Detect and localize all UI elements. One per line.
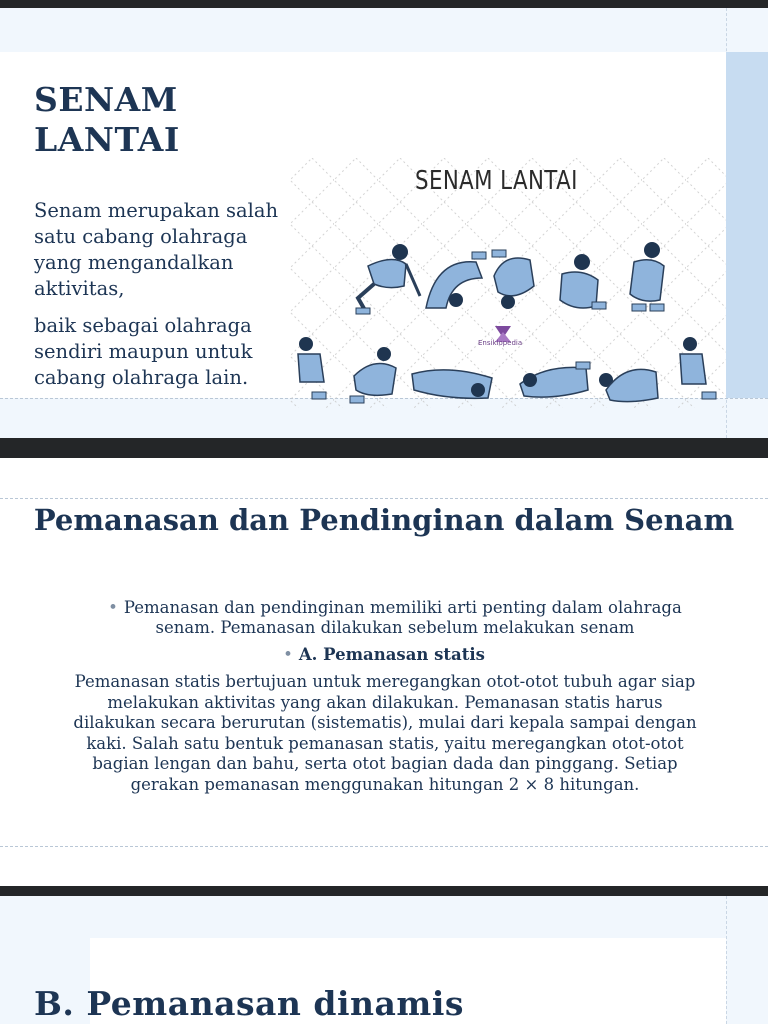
dashed-divider (0, 846, 768, 847)
slide-senam-lantai[interactable] (0, 8, 768, 438)
accent-sidebar (726, 52, 768, 398)
slide-pemanasan-dinamis[interactable] (0, 896, 768, 1024)
bullet-item (90, 598, 700, 638)
illustration-title: SENAM LANTAI (415, 166, 578, 196)
bullet-text: Pemanasan dan pendinginan memiliki arti penting dalam olahraga senam. Pemanasan dilakukan sebelum melakukan senam (123, 598, 682, 637)
slide-separator (0, 438, 768, 458)
slide-separator (0, 886, 768, 896)
guide-line (726, 896, 727, 1024)
dashed-divider (0, 498, 768, 499)
slide-title: SENAM LANTAI (34, 80, 180, 159)
slide-separator (0, 0, 768, 8)
body-paragraph: Pemanasan statis bertujuan untuk meregangkan otot-otot tubuh agar siap melakukan aktivitas yang akan dilakukan. Pemanasan statis harus dilakukan secara berurutan (sistematis), mulai dari kepala sampai dengan kaki. Salah satu bentuk pemanasan statis, yaitu meregangkan otot-otot bagian lengan dan bahu, serta otot bagian dada dan pinggang. Setiap gerakan pemanasan menggunakan hitungan 2 × 8 hitungan. (73, 672, 697, 794)
bullet-item (0, 645, 768, 665)
slide-heading: B. Pemanasan dinamis (34, 984, 464, 1023)
slide-title: Pemanasan dan Pendinginan dalam Senam (33, 503, 735, 537)
intro-paragraph: Senam merupakan salah satu cabang olahraga yang mengandalkan aktivitas, (34, 199, 279, 300)
intro-paragraph-2: baik sebagai olahraga sendiri maupun untuk cabang olahraga lain. (34, 314, 253, 389)
slide-pemanasan[interactable] (0, 458, 768, 886)
bullet-icon: • (108, 598, 118, 617)
section-subheading: A. Pemanasan statis (298, 645, 485, 664)
bullet-icon: • (283, 645, 293, 664)
illustration-brand: Ensiklopedia (478, 339, 523, 347)
